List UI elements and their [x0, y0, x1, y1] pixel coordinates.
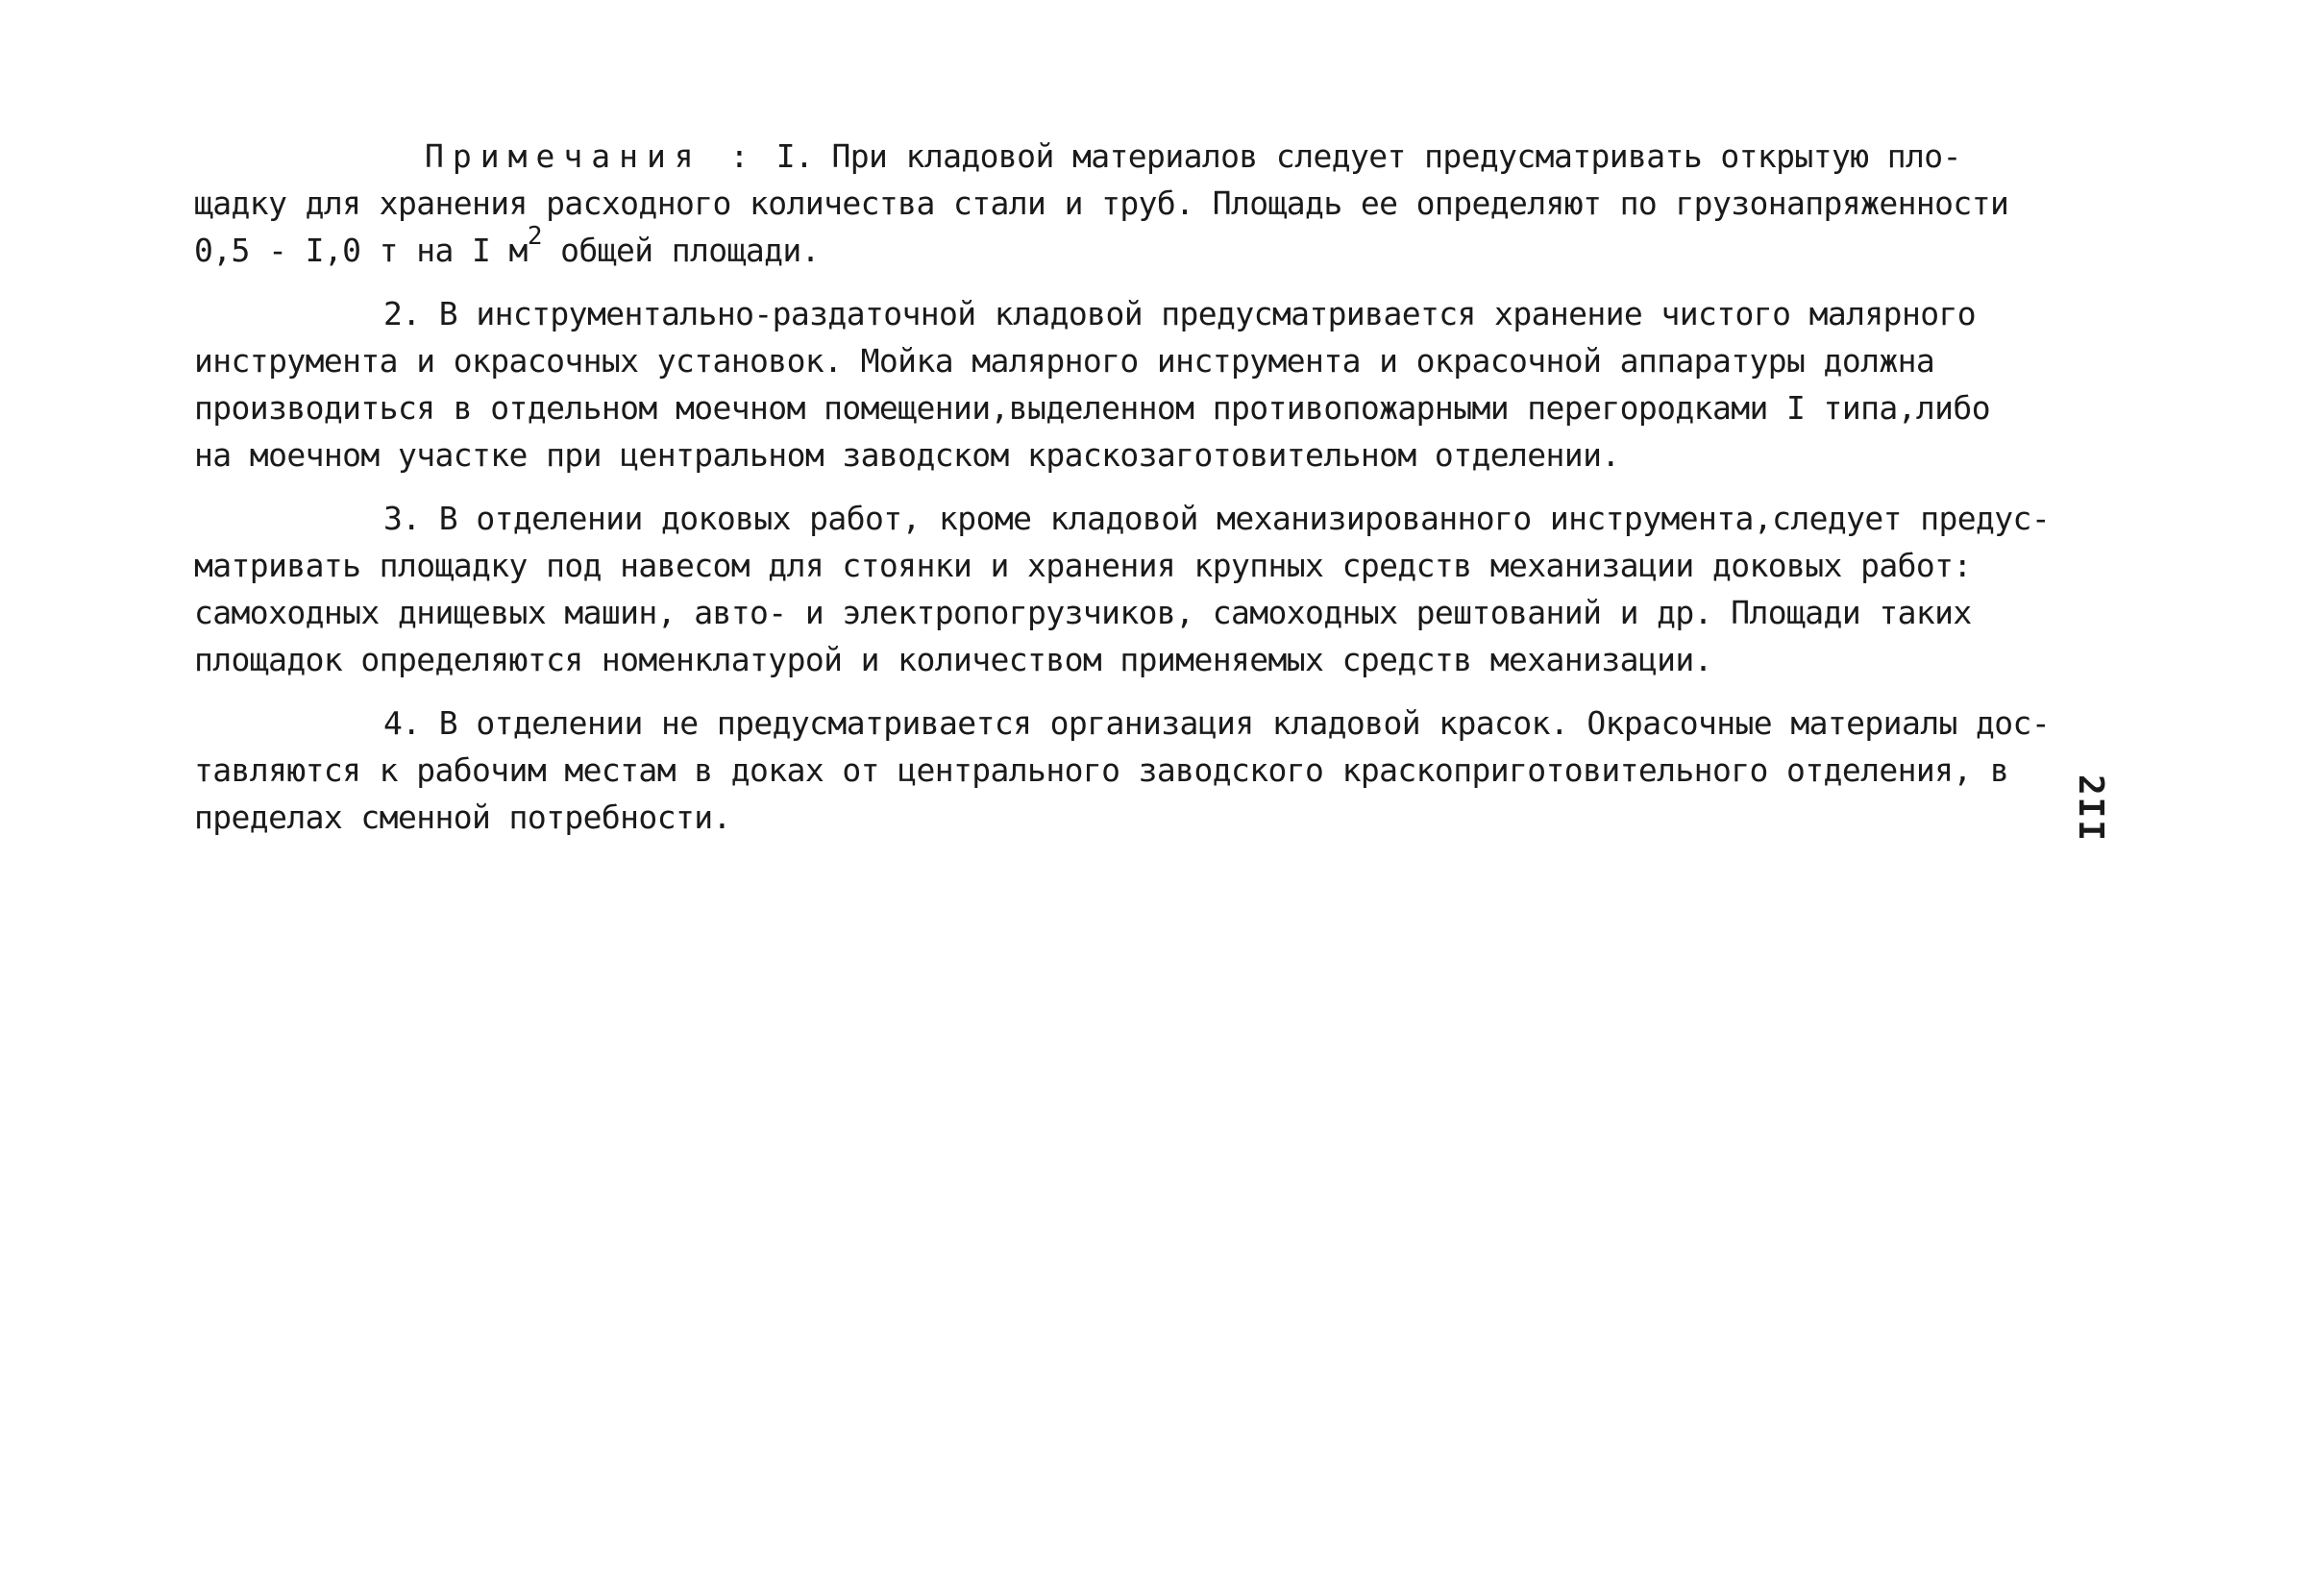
note-3-line-1: 3. В отделении доковых работ, кроме кладовой механизированного инструмента,следует предус- — [383, 500, 2051, 537]
page-number: 2II — [2071, 774, 2110, 844]
notes-block — [194, 133, 2058, 841]
superscript-2: 2 — [527, 222, 542, 251]
note-2-line-4: на моечном участке при центральном заводском краскозаготовительном отделении. — [194, 436, 1620, 474]
note-3-line-3: самоходных днищевых машин, авто- и электропогрузчиков, самоходных рештований и др. Площади таких — [194, 594, 1972, 631]
note-1-text: I. При кладовой материалов следует предусматривать открытую пло- — [775, 137, 1961, 175]
note-1-line-3 — [194, 222, 2058, 274]
note-3-line-2: матривать площадку под навесом для стоянки и хранения крупных средств механизации доковых работ: — [194, 547, 1972, 584]
note-1-area-suffix: общей площади. — [541, 232, 820, 269]
note-2-line-1: 2. В инструментально-раздаточной кладовой предусматривается хранение чистого малярного — [383, 295, 1977, 332]
note-4-line-2: тавляются к рабочим местам в доках от центрального заводского краскоприготовительного отделения, в — [194, 751, 2009, 789]
note-2-line-2: инструмента и окрасочных установок. Мойка малярного инструмента и окрасочной аппаратуры должна — [194, 342, 1935, 380]
note-2-line-3: производиться в отдельном моечном помещении,выделенном противопожарными перегородками I типа,либо — [194, 389, 1990, 427]
note-1-line-1 — [425, 133, 2058, 180]
note-4-line-1: 4. В отделении не предусматривается организация кладовой красок. Окрасочные материалы дос- — [383, 704, 2051, 742]
note-1-area-value: 0,5 - I,0 т на I м — [194, 232, 528, 269]
note-4-line-3: пределах сменной потребности. — [194, 798, 731, 836]
notes-heading: Примечания : — [425, 137, 758, 175]
note-3-line-4: площадок определяются номенклатурой и количеством применяемых средств механизации. — [194, 641, 1712, 678]
note-1-line-2: щадку для хранения расходного количества стали и труб. Площадь ее определяют по грузонапряженности — [194, 184, 2009, 222]
